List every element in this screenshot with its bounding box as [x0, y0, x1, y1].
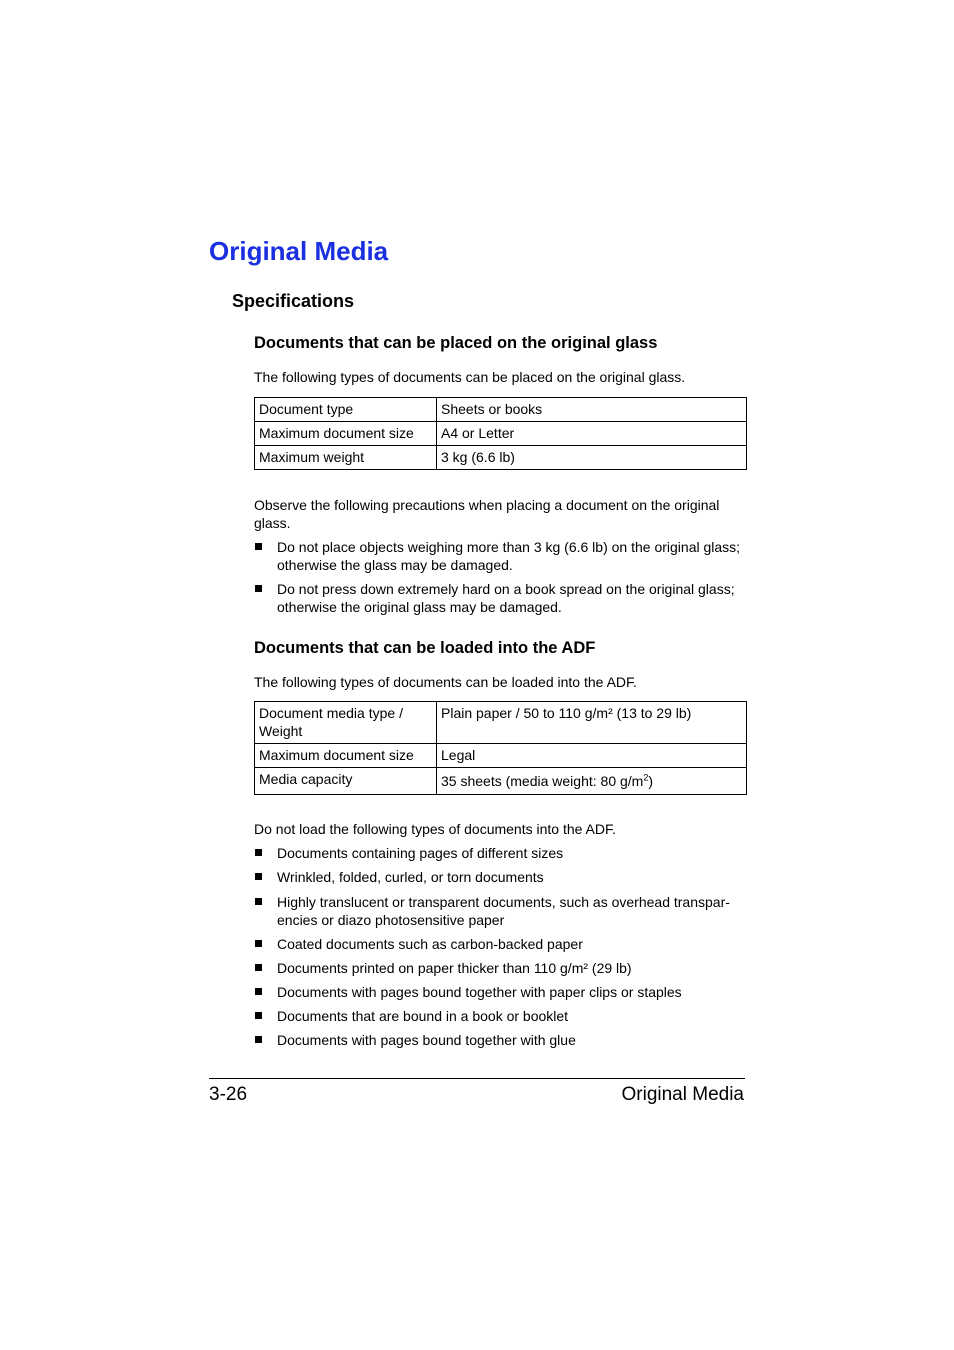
- list-item: [254, 983, 746, 1001]
- adf-intro: The following types of documents can be loaded into the ADF.: [254, 674, 637, 690]
- spec-label: Maximum weight: [255, 446, 437, 470]
- list-item: [254, 1007, 746, 1025]
- glass-intro: The following types of documents can be placed on the original glass.: [254, 369, 686, 385]
- spec-label: Document media type / Weight: [255, 702, 437, 744]
- bullet-square-icon: [255, 543, 262, 550]
- bullet-square-icon: [255, 873, 262, 880]
- list-item: [254, 538, 746, 574]
- list-item: [254, 893, 746, 929]
- list-item-text: Highly translucent or transparent documents, such as overhead transpar- encies or diazo photosensitive paper: [277, 894, 730, 928]
- glass-spec-table: [254, 397, 747, 470]
- table-row: [255, 422, 747, 446]
- spec-value: A4 or Letter: [437, 422, 747, 446]
- bullet-square-icon: [255, 1012, 262, 1019]
- spec-value: [437, 768, 747, 795]
- list-item-text: Do not press down extremely hard on a book spread on the original glass; otherwise the original glass may be damaged.: [277, 581, 735, 615]
- list-item-text: Documents that are bound in a book or booklet: [277, 1008, 569, 1024]
- list-item: [254, 1031, 746, 1049]
- spec-label: Maximum document size: [255, 744, 437, 768]
- spec-value: 3 kg (6.6 lb): [437, 446, 747, 470]
- spec-value: Legal: [437, 744, 747, 768]
- adf-heading: Documents that can be loaded into the ADF: [254, 639, 596, 657]
- spec-value: Plain paper / 50 to 110 g/m² (13 to 29 lb): [437, 702, 747, 744]
- table-row: [255, 702, 747, 744]
- footer-title: Original Media: [621, 1084, 744, 1105]
- list-item: [254, 868, 746, 886]
- bullet-square-icon: [255, 585, 262, 592]
- list-item-text: Documents printed on paper thicker than 110 g/m² (29 lb): [277, 960, 632, 976]
- spec-value-text: 35 sheets (media weight: 80 g/m: [441, 773, 644, 789]
- list-item-text: Coated documents such as carbon-backed paper: [277, 936, 583, 952]
- page-title: Original Media: [209, 236, 389, 266]
- bullet-square-icon: [255, 964, 262, 971]
- table-row: [255, 744, 747, 768]
- glass-precautions-list: [254, 538, 746, 616]
- superscript-exponent: 2: [643, 772, 649, 783]
- footer-divider: [209, 1078, 745, 1079]
- footer-page-number: 3-26: [209, 1084, 248, 1105]
- bullet-square-icon: [255, 988, 262, 995]
- spec-label: Media capacity: [255, 768, 437, 795]
- bullet-square-icon: [255, 898, 262, 905]
- list-item: [254, 935, 746, 953]
- table-row: [255, 446, 747, 470]
- list-item-text: Documents containing pages of different sizes: [277, 845, 564, 861]
- spec-label: Document type: [255, 398, 437, 422]
- glass-heading: Documents that can be placed on the original glass: [254, 334, 658, 352]
- glass-precautions-intro: Observe the following precautions when placing a document on the original glass.: [254, 497, 720, 531]
- bullet-square-icon: [255, 849, 262, 856]
- list-item-text: Documents with pages bound together with paper clips or staples: [277, 984, 682, 1000]
- list-item-text: Documents with pages bound together with glue: [277, 1032, 576, 1048]
- table-row: [255, 398, 747, 422]
- list-item-text: Do not place objects weighing more than 3 kg (6.6 lb) on the original glass; otherwise the glass may be damaged.: [277, 539, 741, 573]
- list-item: [254, 844, 746, 862]
- list-item: [254, 580, 746, 616]
- bullet-square-icon: [255, 1036, 262, 1043]
- bullet-square-icon: [255, 940, 262, 947]
- list-item-text: Wrinkled, folded, curled, or torn documents: [277, 869, 544, 885]
- table-row: [255, 768, 747, 795]
- list-item: [254, 959, 746, 977]
- adf-spec-table: [254, 701, 747, 795]
- section-heading-specifications: Specifications: [232, 291, 355, 311]
- spec-value: Sheets or books: [437, 398, 747, 422]
- spec-value-suffix: ): [648, 773, 654, 789]
- adf-restrictions-list: [254, 844, 746, 1049]
- adf-restrictions-intro: Do not load the following types of documents into the ADF.: [254, 821, 616, 837]
- spec-label: Maximum document size: [255, 422, 437, 446]
